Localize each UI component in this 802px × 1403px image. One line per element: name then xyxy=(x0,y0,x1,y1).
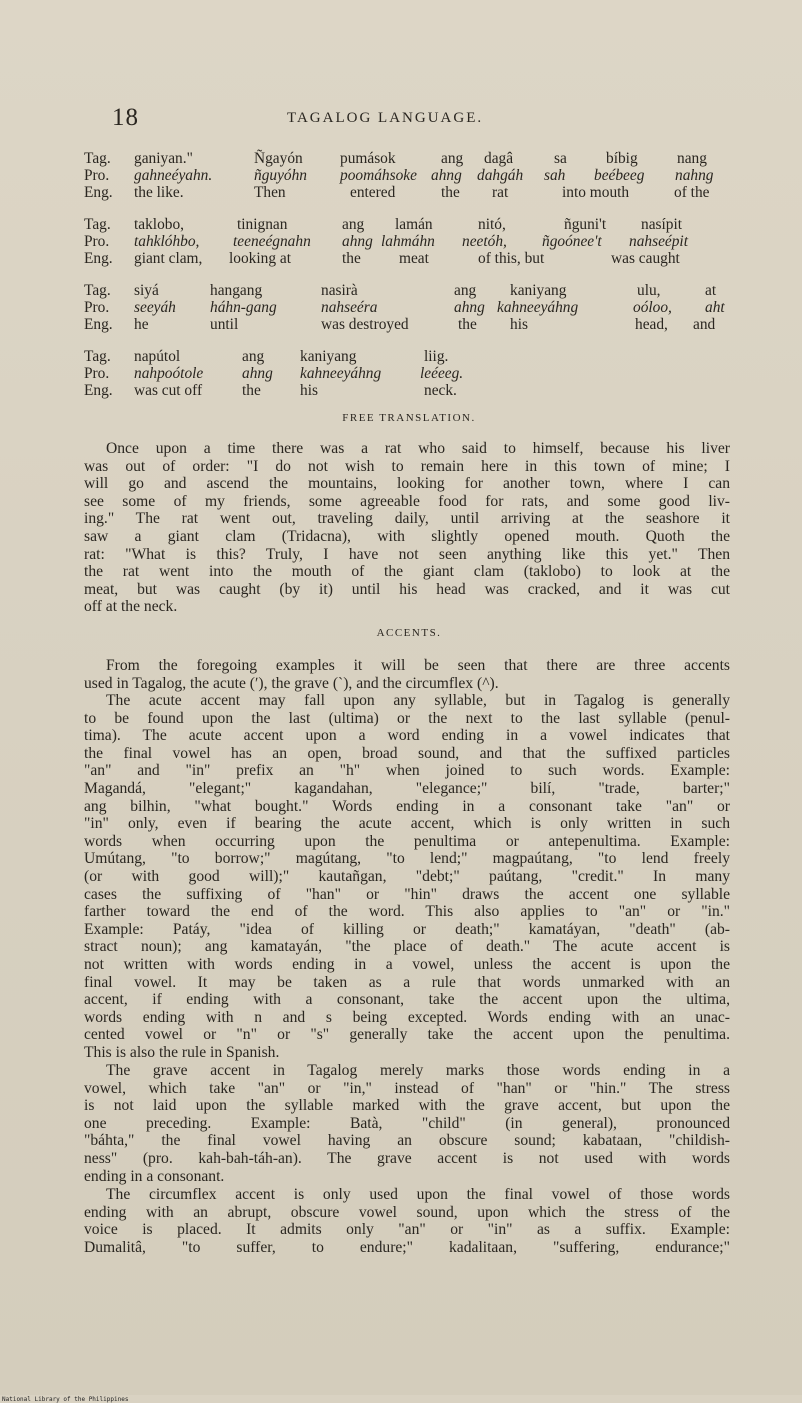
gloss-word: lamán xyxy=(395,216,433,233)
gloss-word: kaniyang xyxy=(510,282,567,299)
gloss-word: nahseépit xyxy=(629,233,688,250)
gloss-word: aht xyxy=(705,299,725,316)
gloss-word: teeneégnahn xyxy=(233,233,311,250)
text-line: the rat went into the mouth of the giant clam (taklobo) to look at the xyxy=(84,563,730,581)
text-line: Magandá, "elegant;" kagandahan, "elegance;" bilí, "trade, barter;" xyxy=(84,779,730,797)
gloss-row-english xyxy=(84,184,734,201)
gloss-word: meat xyxy=(399,250,429,267)
gloss-word: into mouth xyxy=(562,184,630,201)
gloss-word: ahng xyxy=(242,365,273,382)
gloss-word: lahmáhn xyxy=(381,233,435,250)
text-line: vowel, which take "an" or "in," instead of "han" or "hin." The stress xyxy=(84,1079,730,1097)
free-translation-heading: FREE TRANSLATION. xyxy=(342,412,476,424)
page-number: 18 xyxy=(112,104,139,131)
row-label: Tag. xyxy=(84,216,111,233)
gloss-word: ñguyóhn xyxy=(254,167,308,184)
running-title: TAGALOG LANGUAGE. xyxy=(287,110,484,126)
gloss-word: the xyxy=(441,184,460,201)
gloss-word: was destroyed xyxy=(321,316,409,333)
text-line: words when occurring upon the penultima or antepenultima. Example: xyxy=(84,832,730,850)
gloss-word: of this, but xyxy=(478,250,545,267)
gloss-word: his xyxy=(510,316,528,333)
text-line: used in Tagalog, the acute (ʹ), the grave (ˋ), and the circumflex (^). xyxy=(84,674,499,692)
gloss-word: nasípit xyxy=(641,216,683,233)
text-line: ing." The rat went out, traveling daily, until arriving at the seashore it xyxy=(84,510,730,528)
row-label: Tag. xyxy=(84,282,111,299)
text-line: cases the suffixing of "han" or "hin" draws the accent one syllable xyxy=(84,885,730,903)
row-label: Tag. xyxy=(84,150,111,167)
gloss-word: Then xyxy=(254,184,286,201)
gloss-word: seeyáh xyxy=(134,299,176,316)
scan-credit: National Library of the Philippines xyxy=(2,1396,129,1403)
row-label: Eng. xyxy=(84,316,113,333)
gloss-word: neetóh, xyxy=(462,233,507,250)
text-line: "an" and "in" prefix an "h" when joined to such words. Example: xyxy=(84,762,730,780)
gloss-word: kahneeyáhng xyxy=(300,365,382,382)
accents-paragraph-grave xyxy=(84,1062,730,1185)
gloss-word: ahng xyxy=(342,233,373,250)
gloss-word: sa xyxy=(554,150,567,167)
text-line: see some of my friends, some agreeable food for rats, and some good liv- xyxy=(84,492,730,510)
text-line: accent, if ending with a consonant, take the accent upon the ultima, xyxy=(84,991,730,1009)
row-label: Pro. xyxy=(84,299,110,316)
gloss-row-pronunciation xyxy=(84,167,734,184)
text-line: The acute accent may fall upon any syllable, but in Tagalog is generally xyxy=(106,692,730,709)
gloss-word: nahseéra xyxy=(321,299,378,316)
gloss-word: the xyxy=(458,316,477,333)
gloss-word: beébeeg xyxy=(594,167,645,184)
text-line: Once upon a time there was a rat who said to himself, because his liver xyxy=(106,440,730,457)
gloss-row-pronunciation xyxy=(84,365,734,382)
gloss-word: bíbig xyxy=(606,150,638,167)
text-line: farther toward the end of the word. This also applies to "an" or "in." xyxy=(84,903,730,921)
text-line: Example: Patáy, "idea of killing or death;" kamatáyan, "death" (ab- xyxy=(84,920,730,938)
gloss-word: ganiyan." xyxy=(134,150,193,167)
gloss-word: was caught xyxy=(611,250,680,267)
text-line: voice is placed. It admits only "an" or "in" as a suffix. Example: xyxy=(84,1221,730,1239)
text-line: the final vowel has an open, broad sound, and that the suffixed particles xyxy=(84,744,730,762)
interlinear-gloss-2 xyxy=(84,216,734,267)
text-line: rat: "What is this? Truly, I have not seen anything like this yet." Then xyxy=(84,545,730,563)
text-line: stract noun); ang kamatayán, "the place of death." The acute accent is xyxy=(84,938,730,956)
row-label: Pro. xyxy=(84,365,110,382)
gloss-row-pronunciation xyxy=(84,299,734,316)
row-label: Pro. xyxy=(84,233,110,250)
text-line: one preceding. Example: Batà, "child" (in general), pronounced xyxy=(84,1114,730,1132)
gloss-word: kahneeyáhng xyxy=(497,299,579,316)
text-line: not written with words ending in a vowel, unless the accent is upon the xyxy=(84,955,730,973)
gloss-word: and xyxy=(693,316,716,333)
interlinear-gloss-1 xyxy=(84,150,734,201)
gloss-word: liig. xyxy=(424,348,449,365)
gloss-word: nahng xyxy=(675,167,714,184)
text-line: was out of order: "I do not wish to remain here in this town of mine; I xyxy=(84,457,730,475)
gloss-word: tinignan xyxy=(237,216,288,233)
row-label: Tag. xyxy=(84,348,111,365)
gloss-word: ang xyxy=(242,348,265,365)
gloss-word: hangang xyxy=(210,282,263,299)
accents-paragraph-1 xyxy=(84,657,730,692)
gloss-word: leéeeg. xyxy=(420,365,464,382)
gloss-word: ang xyxy=(342,216,365,233)
gloss-row-english xyxy=(84,250,734,267)
gloss-word: Ñgayón xyxy=(254,150,303,167)
text-line: ang bilhin, "what bought." Words ending in a consonant take "an" or xyxy=(84,797,730,815)
text-line: Umútang, "to borrow;" magútang, "to lend;" magpaútang, "to lend freely xyxy=(84,850,730,868)
text-line: "báhta," the final vowel having an obscure sound; kabataan, "childish- xyxy=(84,1132,730,1150)
text-line: off at the neck. xyxy=(84,598,178,616)
accents-heading: ACCENTS. xyxy=(376,627,442,639)
gloss-word: at xyxy=(705,282,717,299)
gloss-word: ñgoónee't xyxy=(542,233,602,250)
gloss-word: head, xyxy=(635,316,668,333)
gloss-word: nahpoótole xyxy=(134,365,204,382)
gloss-word: neck. xyxy=(424,382,457,399)
text-line: is not laid upon the syllable marked with the grave accent, but upon the xyxy=(84,1097,730,1115)
gloss-word: he xyxy=(134,316,149,333)
page-header xyxy=(112,104,730,134)
gloss-word: was cut off xyxy=(134,382,203,399)
gloss-word: ang xyxy=(441,150,464,167)
text-line: From the foregoing examples it will be seen that there are three accents xyxy=(106,657,730,674)
text-line: Dumalitâ, "to suffer, to endure;" kadalitaan, "suffering, endurance;" xyxy=(84,1238,730,1256)
gloss-word: ulu, xyxy=(637,282,661,299)
gloss-word: siyá xyxy=(134,282,159,299)
gloss-word: dagâ xyxy=(484,150,514,167)
row-label: Eng. xyxy=(84,184,113,201)
gloss-word: ñguni't xyxy=(564,216,607,233)
accents-paragraph-circumflex xyxy=(84,1186,730,1256)
gloss-word: poomáhsoke xyxy=(340,167,417,184)
gloss-word: oóloo, xyxy=(633,299,672,316)
gloss-word: pumások xyxy=(340,150,396,167)
gloss-word: gahneéyahn. xyxy=(134,167,213,184)
gloss-word: rat xyxy=(492,184,509,201)
gloss-word: kaniyang xyxy=(300,348,357,365)
gloss-word: ahng xyxy=(454,299,485,316)
gloss-word: taklobo, xyxy=(134,216,185,233)
gloss-word: dahgáh xyxy=(477,167,524,184)
text-line: tima). The acute accent upon a word ending in a vowel indicates that xyxy=(84,727,730,745)
text-line: The grave accent in Tagalog merely marks those words ending in a xyxy=(106,1062,730,1079)
gloss-word: nang xyxy=(677,150,707,167)
gloss-row-tagalog xyxy=(84,282,734,299)
gloss-word: the like. xyxy=(134,184,184,201)
text-line: cented vowel or "n" or "s" generally take the accent upon the penultima. xyxy=(84,1026,730,1044)
text-line: "in" only, even if bearing the acute accent, which is only written in such xyxy=(84,815,730,833)
gloss-row-pronunciation xyxy=(84,233,734,250)
free-translation-paragraph xyxy=(84,440,730,616)
gloss-word: tahklóhbo, xyxy=(134,233,200,250)
gloss-word: the xyxy=(342,250,361,267)
gloss-row-tagalog xyxy=(84,348,734,365)
text-line: This is also the rule in Spanish. xyxy=(84,1043,280,1061)
interlinear-gloss-4 xyxy=(84,348,734,399)
row-label: Eng. xyxy=(84,250,113,267)
gloss-word: giant clam, xyxy=(134,250,203,267)
gloss-word: the xyxy=(242,382,261,399)
accents-paragraph-acute xyxy=(84,692,730,1061)
gloss-word: nasirà xyxy=(321,282,358,299)
gloss-word: ahng xyxy=(431,167,462,184)
text-line: The circumflex accent is only used upon the final vowel of those words xyxy=(106,1186,730,1203)
text-line: saw a giant clam (Tridacna), with slightly opened mouth. Quoth the xyxy=(84,527,730,545)
text-line: final vowel. It may be taken as a rule that words unmarked with an xyxy=(84,973,730,991)
gloss-word: ang xyxy=(454,282,477,299)
text-line: will go and ascend the mountains, looking for another town, where I can xyxy=(84,475,730,493)
text-line: meat, but was caught (by it) until his head was cracked, and it was cut xyxy=(84,580,730,598)
gloss-row-english xyxy=(84,382,734,399)
text-line: words ending with n and s being excepted. Words ending with an unac- xyxy=(84,1008,730,1026)
gloss-word: sah xyxy=(544,167,566,184)
text-line: ness" (pro. kah-bah-táh-an). The grave accent is not used with words xyxy=(84,1149,730,1167)
gloss-word: of the xyxy=(674,184,710,201)
row-label: Pro. xyxy=(84,167,110,184)
text-line: ending in a consonant. xyxy=(84,1167,225,1185)
gloss-word: napútol xyxy=(134,348,181,365)
gloss-row-english xyxy=(84,316,734,333)
text-line: to be found upon the last (ultima) or the next to the last syllable (penul- xyxy=(84,709,730,727)
text-line: ending with an abrupt, obscure vowel sound, upon which the stress of the xyxy=(84,1203,730,1221)
interlinear-gloss-3 xyxy=(84,282,734,333)
row-label: Eng. xyxy=(84,382,113,399)
text-line: (or with good will);" kautañgan, "debt;" paútang, "credit." In many xyxy=(84,867,730,885)
gloss-word: his xyxy=(300,382,318,399)
gloss-word: entered xyxy=(350,184,396,201)
gloss-row-tagalog xyxy=(84,216,734,233)
gloss-word: háhn-gang xyxy=(210,299,277,316)
gloss-word: until xyxy=(210,316,239,333)
gloss-word: nitó, xyxy=(478,216,506,233)
gloss-row-tagalog xyxy=(84,150,734,167)
gloss-word: looking at xyxy=(229,250,291,267)
